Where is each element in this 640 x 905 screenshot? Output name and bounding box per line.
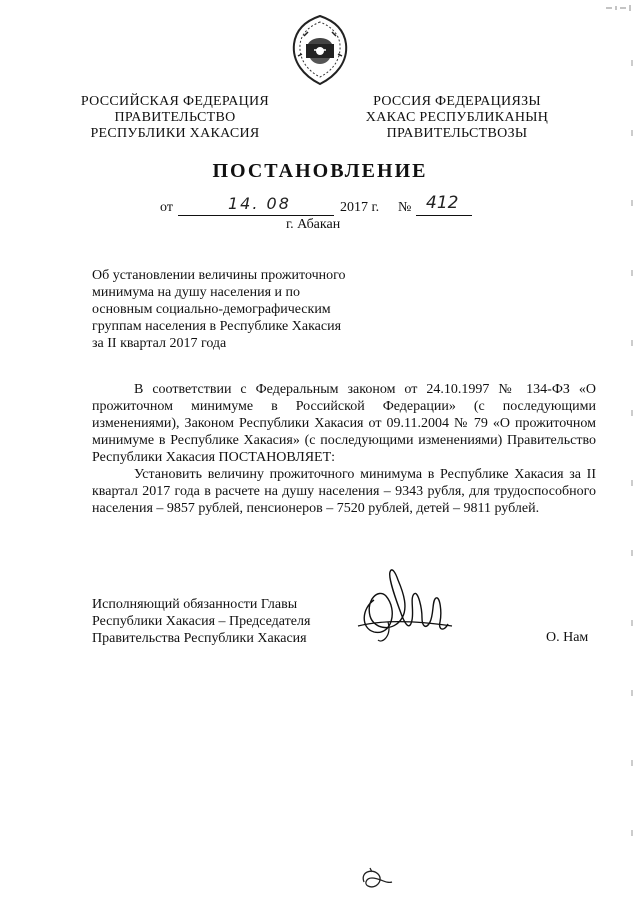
date-prefix: от (160, 200, 173, 215)
signatory-title-line: Правительства Республики Хакасия (92, 631, 307, 646)
signatory-title-line: Республики Хакасия – Председателя (92, 614, 311, 629)
subject-block (92, 267, 356, 352)
header-left-line: РОССИЙСКАЯ ФЕДЕРАЦИЯ (80, 94, 270, 109)
document-type-title: ПОСТАНОВЛЕНИЕ (212, 160, 428, 182)
subject-line: основным социально-демографическим (92, 302, 331, 317)
header-left-line: РЕСПУБЛИКИ ХАКАСИЯ (90, 126, 260, 141)
number-sign: № (398, 200, 412, 215)
year-text: 2017 г. (340, 200, 380, 215)
handwritten-signature (352, 560, 458, 650)
signatory-name: О. Нам (546, 630, 589, 645)
date-underline (178, 215, 334, 216)
subject-line: минимума на душу населения и по (92, 285, 301, 300)
city-label: г. Абакан (286, 217, 341, 232)
body-paragraph-1: В соответствии с Федеральным законом от 24.10.1997 № 134-ФЗ «О прожиточном минимуме в Российской Федерации» (с последующими изменениями), Законом Республики Хакасия от 09.11.2004 № 79 «О прожиточном минимуме в Республике Хакасия» (с последующими изменениями) Правительство Республики Хакасия ПОСТАНОВЛЯЕТ: (92, 382, 596, 465)
margin-ticks-decoration (628, 60, 638, 900)
corner-scan-mark (604, 2, 634, 14)
header-left-line: ПРАВИТЕЛЬСТВО (114, 110, 236, 125)
subject-line: Об установлении величины прожиточного (92, 268, 346, 283)
body-paragraph-2: Установить величину прожиточного минимума в Республике Хакасия за II квартал 2017 года в расчете на душу населения – 9343 рубля, для трудоспособного населения – 9857 рублей, пенсионеров – 7520 рублей, детей – 9811 рублей. (92, 467, 596, 516)
handwritten-number: 412 (426, 193, 459, 213)
header-left-block (68, 94, 282, 142)
header-right-line: ПРАВИТЕЛЬСТВОЗЫ (386, 126, 528, 141)
header-right-line: ХАКАС РЕСПУБЛИКАНЫҢ (365, 110, 549, 125)
bottom-handwritten-mark (356, 862, 396, 896)
coat-of-arms-emblem (288, 14, 352, 86)
number-underline (416, 215, 472, 216)
signatory-title-line: Исполняющий обязанности Главы (92, 597, 298, 612)
handwritten-date: 14. 08 (228, 194, 291, 213)
signatory-title-block (92, 596, 310, 647)
subject-line: группам населения в Республике Хакасия (92, 319, 342, 334)
subject-line: за II квартал 2017 года (92, 336, 227, 351)
header-right-line: РОССИЯ ФЕДЕРАЦИЯЗЫ (373, 94, 541, 109)
header-right-block (352, 94, 562, 142)
